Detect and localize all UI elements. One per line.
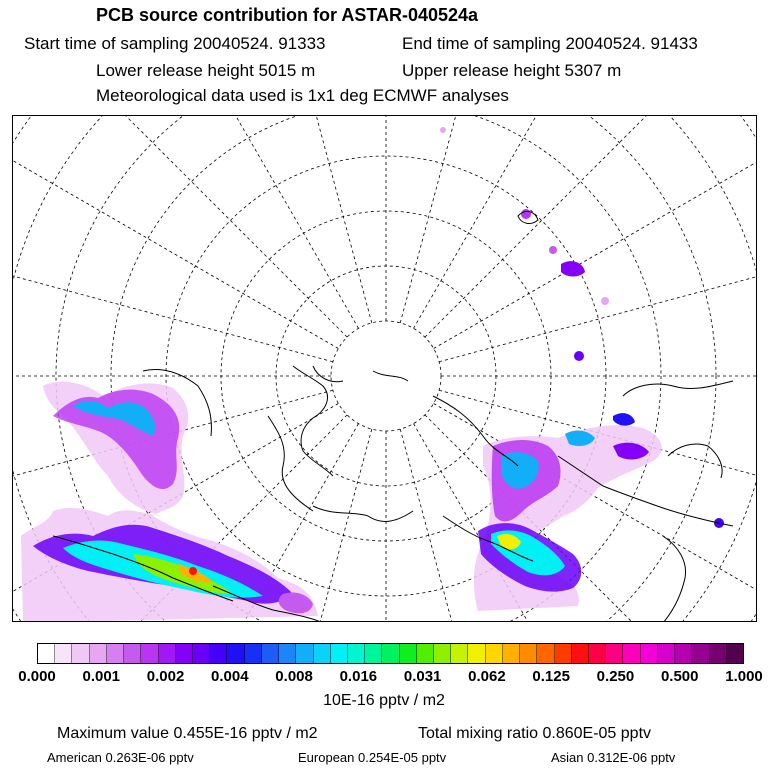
color-scale-tick-label: 0.125 — [532, 668, 570, 685]
color-scale-segment — [210, 644, 227, 663]
color-scale-segment — [176, 644, 193, 663]
color-scale-segment — [486, 644, 503, 663]
color-scale-segment — [314, 644, 331, 663]
max-value-label: Maximum value 0.455E-16 pptv / m2 — [57, 725, 318, 742]
color-scale-segment — [141, 644, 158, 663]
color-scale-tick-label: 0.002 — [146, 668, 185, 685]
color-scale-tick-label: 0.000 — [18, 668, 56, 685]
color-scale-segment — [331, 644, 348, 663]
color-scale-segment — [245, 644, 262, 663]
color-scale-tick-label: 0.500 — [660, 668, 699, 685]
european-contribution-label: European 0.254E-05 pptv — [298, 750, 447, 765]
color-scale-segment — [675, 644, 692, 663]
color-scale-segment — [72, 644, 89, 663]
color-scale-unit: 10E-16 pptv / m2 — [323, 692, 445, 709]
meridian-line — [205, 116, 372, 323]
color-scale-segment — [90, 644, 107, 663]
color-scale-segment — [382, 644, 399, 663]
color-scale-tick-label: 0.031 — [403, 668, 442, 685]
meridian-line — [425, 116, 757, 337]
color-scale-segment — [503, 644, 520, 663]
map-canvas — [13, 116, 757, 622]
color-scale-segment — [537, 644, 554, 663]
color-scale-segment — [572, 644, 589, 663]
color-scale-tick-label: 0.008 — [275, 668, 313, 685]
color-scale-segment — [124, 644, 141, 663]
upper-height-label: Upper release height 5307 m — [402, 61, 622, 80]
meridian-line — [13, 116, 347, 337]
color-scale-segment — [262, 644, 279, 663]
color-scale-segment — [400, 644, 417, 663]
color-scale-segment — [606, 644, 623, 663]
color-scale-segment — [641, 644, 658, 663]
polar-map — [12, 115, 757, 622]
color-scale-bar — [37, 643, 744, 664]
color-scale-segment — [38, 644, 55, 663]
color-scale-segment — [468, 644, 485, 663]
meridian-line — [439, 195, 757, 362]
color-scale-segment — [348, 644, 365, 663]
color-scale-tick-label: 0.004 — [211, 668, 249, 685]
meridian-line — [434, 116, 757, 349]
meridian-line — [400, 116, 567, 323]
color-scale-segment — [692, 644, 709, 663]
color-scale-tick-label: 0.062 — [468, 668, 506, 685]
color-scale-segment — [193, 644, 210, 663]
color-scale-segment — [55, 644, 72, 663]
latitude-circle — [331, 321, 441, 431]
color-scale-segment — [434, 644, 451, 663]
met-data-label: Meteorological data used is 1x1 deg ECMWF analyses — [96, 86, 509, 105]
total-mixing-ratio-label: Total mixing ratio 0.860E-05 pptv — [418, 725, 652, 742]
color-scale-segment — [296, 644, 313, 663]
color-scale-segment — [520, 644, 537, 663]
color-scale-tick-label: 0.016 — [339, 668, 378, 685]
color-scale-segment — [555, 644, 572, 663]
color-scale-segment — [727, 644, 743, 663]
meridian-line — [13, 195, 333, 362]
start-time-label: Start time of sampling 20040524. 91333 — [24, 34, 326, 53]
end-time-label: End time of sampling 20040524. 91433 — [402, 34, 698, 53]
color-scale-segment — [417, 644, 434, 663]
plume-eurasia — [474, 425, 662, 622]
american-contribution-label: American 0.263E-06 pptv — [47, 750, 194, 765]
color-scale-segment — [451, 644, 468, 663]
color-scale-segment — [589, 644, 606, 663]
color-scale-segment — [365, 644, 382, 663]
color-scale-segment — [658, 644, 675, 663]
color-scale-tick-label: 0.250 — [596, 668, 635, 685]
color-scale-segment — [623, 644, 640, 663]
plume-america — [21, 382, 318, 622]
asian-contribution-label: Asian 0.312E-06 pptv — [551, 750, 676, 765]
color-scale-segment — [279, 644, 296, 663]
latitude-circle — [276, 266, 496, 486]
color-scale-tick-label: 0.001 — [82, 668, 121, 685]
color-scale-segment — [107, 644, 124, 663]
lower-height-label: Lower release height 5015 m — [96, 61, 316, 80]
color-scale-segment — [710, 644, 727, 663]
color-scale-segment — [227, 644, 244, 663]
color-scale-segment — [159, 644, 176, 663]
map-title: PCB source contribution for ASTAR-040524a — [96, 5, 479, 25]
color-scale-tick-label: 1.000 — [725, 668, 763, 685]
